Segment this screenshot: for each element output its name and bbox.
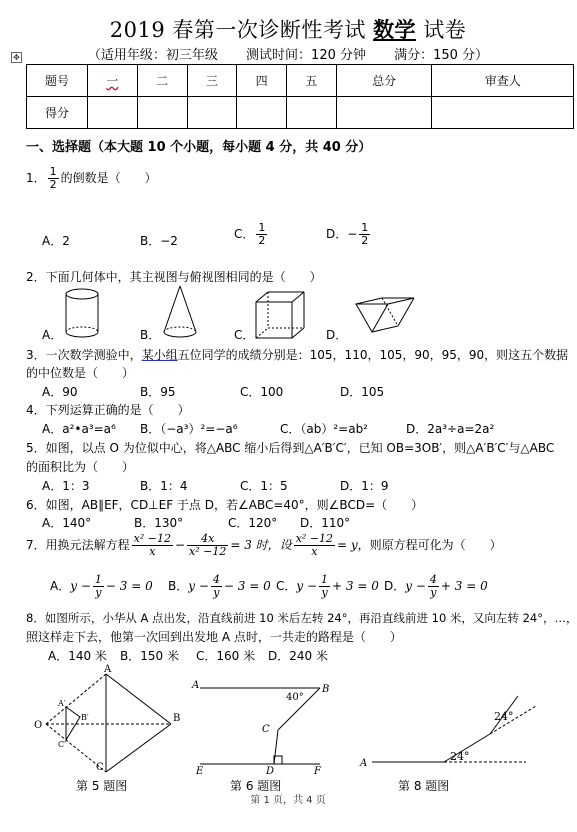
q5-option-b: B．1：4	[140, 479, 188, 493]
score-cell[interactable]	[287, 97, 337, 129]
table-header-cell: 题号	[27, 65, 88, 97]
q3-option-a: A．90	[42, 385, 78, 399]
score-cell[interactable]	[237, 97, 287, 129]
fig5-caption: 第 5 题图	[76, 779, 128, 793]
q2-option-c: C．	[234, 328, 255, 342]
figure-5	[26, 664, 181, 776]
q6-option-d: D．110°	[300, 516, 351, 530]
fig6-caption: 第 6 题图	[230, 779, 282, 793]
table-header-cell: 总分	[336, 65, 432, 97]
question-3: 3．一次数学测验中，某小组五位同学的成绩分别是：105，110，105，90，95，90，则这五个数据	[26, 348, 569, 362]
fig6-label-c: C	[262, 724, 270, 735]
q3-option-c: C．100	[240, 385, 284, 399]
q6-option-a: A．140°	[42, 516, 92, 530]
q7-option-a: A．y − $\frac{1}{y}$ − 3 = 0	[50, 573, 153, 599]
question-3-line2: 的中位数是（ ）	[26, 366, 135, 380]
title-text: 2019 春第一次诊断性考试	[109, 18, 366, 42]
fig6-label-f: F	[314, 766, 321, 777]
table-header-cell: 二	[137, 65, 187, 97]
q7-option-b: B．y − $\frac{4}{y}$ − 3 = 0	[168, 573, 271, 599]
q7-option-c: C．y − $\frac{1}{y}$ + 3 = 0	[276, 573, 379, 599]
score-table	[26, 64, 574, 129]
q8-option-a: A．140 米	[48, 649, 107, 663]
q2-option-d: D．	[326, 328, 348, 342]
q2-option-a: A．	[42, 328, 63, 342]
fig6-label-d: D	[266, 766, 275, 777]
q3-option-b: B．95	[140, 385, 176, 399]
page-footer: 第 1 页，共 4 页	[250, 795, 326, 806]
fig5-label-b: B	[173, 713, 181, 724]
table-row-label: 得分	[27, 97, 88, 129]
exam-title	[0, 14, 576, 44]
title-subject: 数学	[373, 18, 417, 42]
fig5-label-a: A	[104, 664, 112, 675]
fig8-angle-1: 24°	[450, 750, 470, 763]
table-move-handle-icon[interactable]: ✥	[11, 52, 22, 63]
fig6-label-b: B	[322, 684, 330, 695]
question-8: 8．如图所示，小华从 A 点出发，沿直线前进 10 米后左转 24°，再沿直线前进 10 米，又向左转 24°，…，	[26, 611, 577, 625]
q4-option-c: C．（ab）²=ab²	[280, 422, 368, 436]
section-heading: 一、选择题（本大题 10 个小题，每小题 4 分，共 40 分）	[26, 140, 372, 155]
fig8-label-a: A	[360, 758, 368, 769]
fig6-label-e: E	[196, 766, 204, 777]
q1-option-d: D．− $\frac{1}{2}$	[326, 221, 369, 247]
prism-figure	[352, 296, 420, 340]
q8-option-d: D．240 米	[268, 649, 328, 663]
question-7: 7．用换元法解方程 $\frac{\text{x² −12}}{x}$ − $\frac{4x}{\text{x² −12}}$ = 3 时，设 $\frac{\text{x² −12}}{x}$ = y，则原方程可化为（ ）	[26, 532, 502, 558]
fig5-label-c1: C′	[58, 740, 66, 749]
question-5-line2: 的面积比为（ ）	[26, 460, 135, 474]
q8-option-c: C．160 米	[196, 649, 256, 663]
q4-option-a: A．a²•a³=a⁶	[42, 422, 116, 436]
exam-info	[0, 44, 576, 63]
table-header-cell: 审查人	[432, 65, 574, 97]
q5-option-d: D．1：9	[340, 479, 389, 493]
q4-option-d: D．2a³÷a=2a²	[406, 422, 495, 436]
score-cell[interactable]	[88, 97, 138, 129]
table-header-cell: 四	[237, 65, 287, 97]
figure-8	[356, 688, 556, 776]
grade-info: （适用年级：初三年级	[87, 48, 218, 63]
fig6-label-a: A	[192, 680, 200, 691]
question-5: 5．如图，以点 O 为位似中心，将△ABC 缩小后得到△A′B′C′，已知 OB=3OB′，则△A′B′C′与△ABC	[26, 441, 555, 455]
fig5-label-b1: B′	[81, 713, 89, 722]
question-2: 2．下面几何体中，其主视图与俯视图相同的是（ ）	[26, 270, 322, 284]
table-header-cell: 一	[88, 65, 138, 97]
fig5-label-a1: A′	[58, 699, 66, 708]
fig8-angle-2: 24°	[494, 710, 514, 723]
q7-option-d: D．y − $\frac{4}{y}$ + 3 = 0	[384, 573, 488, 599]
q6-option-b: B．130°	[134, 516, 184, 530]
question-1: 1． $\frac{1}{2}$ 的倒数是（ ）	[26, 165, 157, 191]
q5-option-a: A．1：3	[42, 479, 90, 493]
time-info: 测试时间：120 分钟	[246, 48, 366, 63]
fig8-caption: 第 8 题图	[398, 779, 450, 793]
question-6: 6．如图，AB∥EF，CD⊥EF 于点 D，若∠ABC=40°，则∠BCD=（ ）	[26, 498, 424, 512]
score-cell[interactable]	[187, 97, 237, 129]
title-suffix: 试卷	[423, 18, 467, 42]
table-header-cell: 五	[287, 65, 337, 97]
figure-6	[186, 670, 336, 776]
q3-option-d: D．105	[340, 385, 385, 399]
cube-figure	[252, 290, 308, 340]
score-cell[interactable]	[336, 97, 432, 129]
q4-option-b: B．（−a³）²=−a⁶	[140, 422, 238, 436]
cylinder-figure	[60, 286, 104, 342]
q1-option-c: C． $\frac{1}{2}$	[234, 221, 266, 247]
score-cell[interactable]	[137, 97, 187, 129]
q8-option-b: B．150 米	[120, 649, 179, 663]
score-cell[interactable]	[432, 97, 574, 129]
q1-option-a: A．2	[42, 234, 70, 248]
q2-option-b: B．	[140, 328, 161, 342]
score-info: 满分：150 分）	[394, 48, 489, 63]
fig6-angle-label: 40°	[286, 692, 304, 703]
fig5-label-o: O	[34, 720, 43, 731]
q1-option-b: B．−2	[140, 234, 178, 248]
q5-option-c: C．1：5	[240, 479, 288, 493]
question-8-line2: 照这样走下去，他第一次回到出发地 A 点时，一共走的路程是（ ）	[26, 630, 402, 644]
question-4: 4．下列运算正确的是（ ）	[26, 403, 190, 417]
cone-figure	[158, 284, 202, 342]
q6-option-c: C．120°	[228, 516, 278, 530]
table-header-cell: 三	[187, 65, 237, 97]
fig5-label-c: C	[96, 762, 104, 773]
